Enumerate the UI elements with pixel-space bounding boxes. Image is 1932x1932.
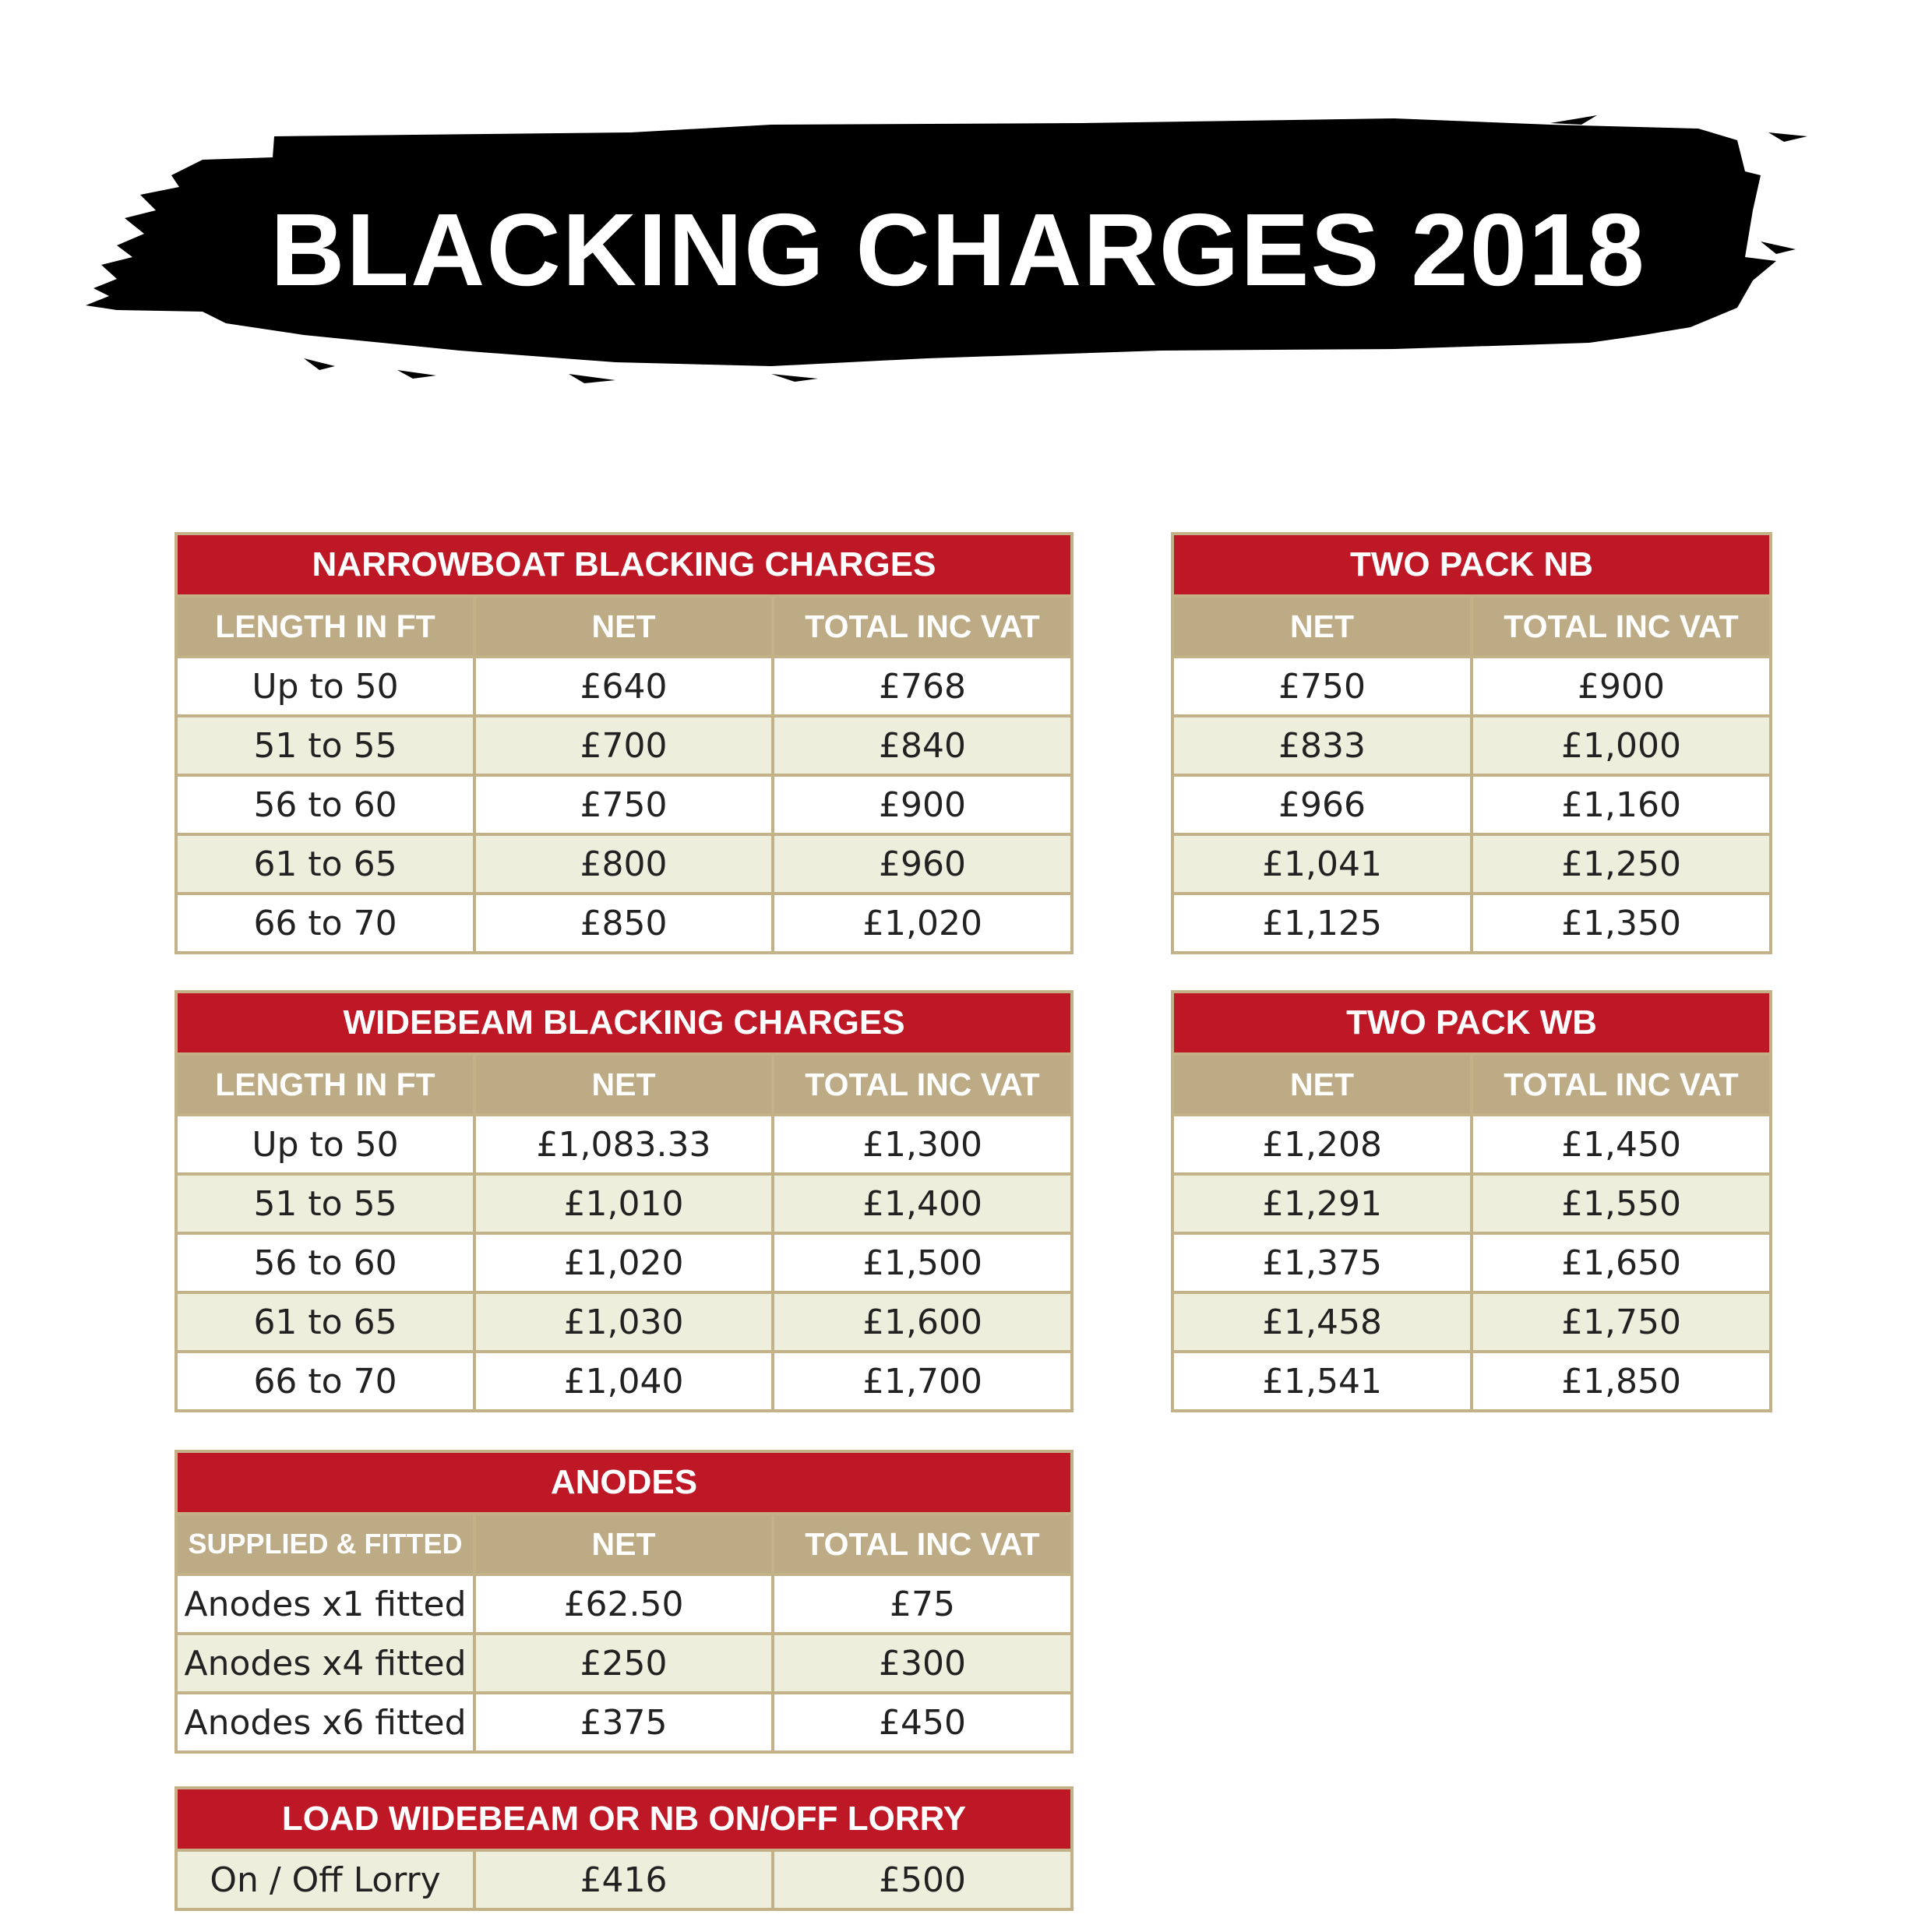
table-row bbox=[176, 1174, 1072, 1233]
total-cell: £450 bbox=[773, 1693, 1072, 1752]
total-cell: £75 bbox=[773, 1574, 1072, 1634]
table-title: LOAD WIDEBEAM OR NB ON/OFF LORRY bbox=[176, 1788, 1072, 1850]
two-pack-nb-table bbox=[1171, 532, 1772, 954]
length-cell: 51 to 55 bbox=[176, 1174, 474, 1233]
title-banner bbox=[70, 101, 1823, 397]
table-title: WIDEBEAM BLACKING CHARGES bbox=[176, 992, 1072, 1054]
page-title: BLACKING CHARGES 2018 bbox=[270, 192, 1646, 307]
total-cell: £1,650 bbox=[1472, 1233, 1771, 1292]
table-row bbox=[176, 894, 1072, 953]
item-cell: On / Off Lorry bbox=[176, 1850, 474, 1909]
total-cell: £840 bbox=[773, 716, 1072, 775]
column-header: LENGTH IN FT bbox=[176, 596, 474, 657]
net-cell: £1,083.33 bbox=[474, 1115, 773, 1174]
total-cell: £1,160 bbox=[1472, 775, 1771, 834]
table-row bbox=[1172, 1115, 1771, 1174]
net-cell: £375 bbox=[474, 1693, 773, 1752]
net-cell: £966 bbox=[1172, 775, 1472, 834]
table-row bbox=[176, 1233, 1072, 1292]
table-row bbox=[1172, 894, 1771, 953]
net-cell: £850 bbox=[474, 894, 773, 953]
column-header: NET bbox=[1172, 596, 1472, 657]
table-title: TWO PACK WB bbox=[1172, 992, 1771, 1054]
column-header: NET bbox=[474, 596, 773, 657]
column-header: NET bbox=[1172, 1054, 1472, 1115]
length-cell: 61 to 65 bbox=[176, 1292, 474, 1352]
net-cell: £62.50 bbox=[474, 1574, 773, 1634]
length-cell: 66 to 70 bbox=[176, 1352, 474, 1411]
widebeam-charges-table bbox=[175, 990, 1074, 1412]
total-cell: £900 bbox=[773, 775, 1072, 834]
table-row bbox=[176, 657, 1072, 716]
length-cell: Up to 50 bbox=[176, 657, 474, 716]
table-row bbox=[176, 716, 1072, 775]
length-cell: 61 to 65 bbox=[176, 834, 474, 894]
length-cell: Up to 50 bbox=[176, 1115, 474, 1174]
net-cell: £833 bbox=[1172, 716, 1472, 775]
net-cell: £1,208 bbox=[1172, 1115, 1472, 1174]
net-cell: £700 bbox=[474, 716, 773, 775]
total-cell: £1,000 bbox=[1472, 716, 1771, 775]
net-cell: £1,291 bbox=[1172, 1174, 1472, 1233]
total-cell: £1,400 bbox=[773, 1174, 1072, 1233]
table-row bbox=[1172, 657, 1771, 716]
table-title: NARROWBOAT BLACKING CHARGES bbox=[176, 534, 1072, 596]
column-header: SUPPLIED & FITTED bbox=[176, 1514, 474, 1574]
table-row bbox=[176, 1850, 1072, 1909]
length-cell: 56 to 60 bbox=[176, 775, 474, 834]
net-cell: £640 bbox=[474, 657, 773, 716]
column-header: TOTAL INC VAT bbox=[773, 1514, 1072, 1574]
net-cell: £1,375 bbox=[1172, 1233, 1472, 1292]
total-cell: £1,550 bbox=[1472, 1174, 1771, 1233]
item-cell: Anodes x4 fitted bbox=[176, 1634, 474, 1693]
total-cell: £1,350 bbox=[1472, 894, 1771, 953]
net-cell: £1,458 bbox=[1172, 1292, 1472, 1352]
table-title: ANODES bbox=[176, 1451, 1072, 1514]
net-cell: £416 bbox=[474, 1850, 773, 1909]
total-cell: £1,600 bbox=[773, 1292, 1072, 1352]
two-pack-wb-table bbox=[1171, 990, 1772, 1412]
total-cell: £1,750 bbox=[1472, 1292, 1771, 1352]
column-header: NET bbox=[474, 1514, 773, 1574]
net-cell: £750 bbox=[474, 775, 773, 834]
total-cell: £1,020 bbox=[773, 894, 1072, 953]
column-header: TOTAL INC VAT bbox=[773, 1054, 1072, 1115]
total-cell: £1,300 bbox=[773, 1115, 1072, 1174]
narrowboat-charges-table bbox=[175, 532, 1074, 954]
table-row bbox=[1172, 834, 1771, 894]
net-cell: £1,125 bbox=[1172, 894, 1472, 953]
table-row bbox=[1172, 1233, 1771, 1292]
table-row bbox=[176, 1115, 1072, 1174]
total-cell: £500 bbox=[773, 1850, 1072, 1909]
table-row bbox=[176, 775, 1072, 834]
column-header: LENGTH IN FT bbox=[176, 1054, 474, 1115]
table-row bbox=[1172, 1292, 1771, 1352]
total-cell: £1,700 bbox=[773, 1352, 1072, 1411]
net-cell: £1,010 bbox=[474, 1174, 773, 1233]
net-cell: £1,030 bbox=[474, 1292, 773, 1352]
table-row bbox=[176, 1634, 1072, 1693]
table-row bbox=[176, 1292, 1072, 1352]
table-row bbox=[176, 834, 1072, 894]
length-cell: 51 to 55 bbox=[176, 716, 474, 775]
net-cell: £1,040 bbox=[474, 1352, 773, 1411]
table-row bbox=[176, 1352, 1072, 1411]
table-row bbox=[1172, 775, 1771, 834]
table-row bbox=[1172, 1174, 1771, 1233]
column-header: TOTAL INC VAT bbox=[1472, 1054, 1771, 1115]
column-header: NET bbox=[474, 1054, 773, 1115]
table-row bbox=[1172, 1352, 1771, 1411]
item-cell: Anodes x1 fitted bbox=[176, 1574, 474, 1634]
total-cell: £1,250 bbox=[1472, 834, 1771, 894]
total-cell: £900 bbox=[1472, 657, 1771, 716]
item-cell: Anodes x6 fitted bbox=[176, 1693, 474, 1752]
total-cell: £1,500 bbox=[773, 1233, 1072, 1292]
total-cell: £1,850 bbox=[1472, 1352, 1771, 1411]
lorry-loading-table bbox=[175, 1786, 1074, 1911]
total-cell: £768 bbox=[773, 657, 1072, 716]
length-cell: 66 to 70 bbox=[176, 894, 474, 953]
anodes-table bbox=[175, 1450, 1074, 1754]
total-cell: £300 bbox=[773, 1634, 1072, 1693]
net-cell: £1,541 bbox=[1172, 1352, 1472, 1411]
length-cell: 56 to 60 bbox=[176, 1233, 474, 1292]
net-cell: £750 bbox=[1172, 657, 1472, 716]
net-cell: £1,041 bbox=[1172, 834, 1472, 894]
total-cell: £960 bbox=[773, 834, 1072, 894]
total-cell: £1,450 bbox=[1472, 1115, 1771, 1174]
table-row bbox=[176, 1574, 1072, 1634]
column-header: TOTAL INC VAT bbox=[773, 596, 1072, 657]
net-cell: £1,020 bbox=[474, 1233, 773, 1292]
table-row bbox=[176, 1693, 1072, 1752]
column-header: TOTAL INC VAT bbox=[1472, 596, 1771, 657]
table-row bbox=[1172, 716, 1771, 775]
net-cell: £250 bbox=[474, 1634, 773, 1693]
net-cell: £800 bbox=[474, 834, 773, 894]
table-title: TWO PACK NB bbox=[1172, 534, 1771, 596]
